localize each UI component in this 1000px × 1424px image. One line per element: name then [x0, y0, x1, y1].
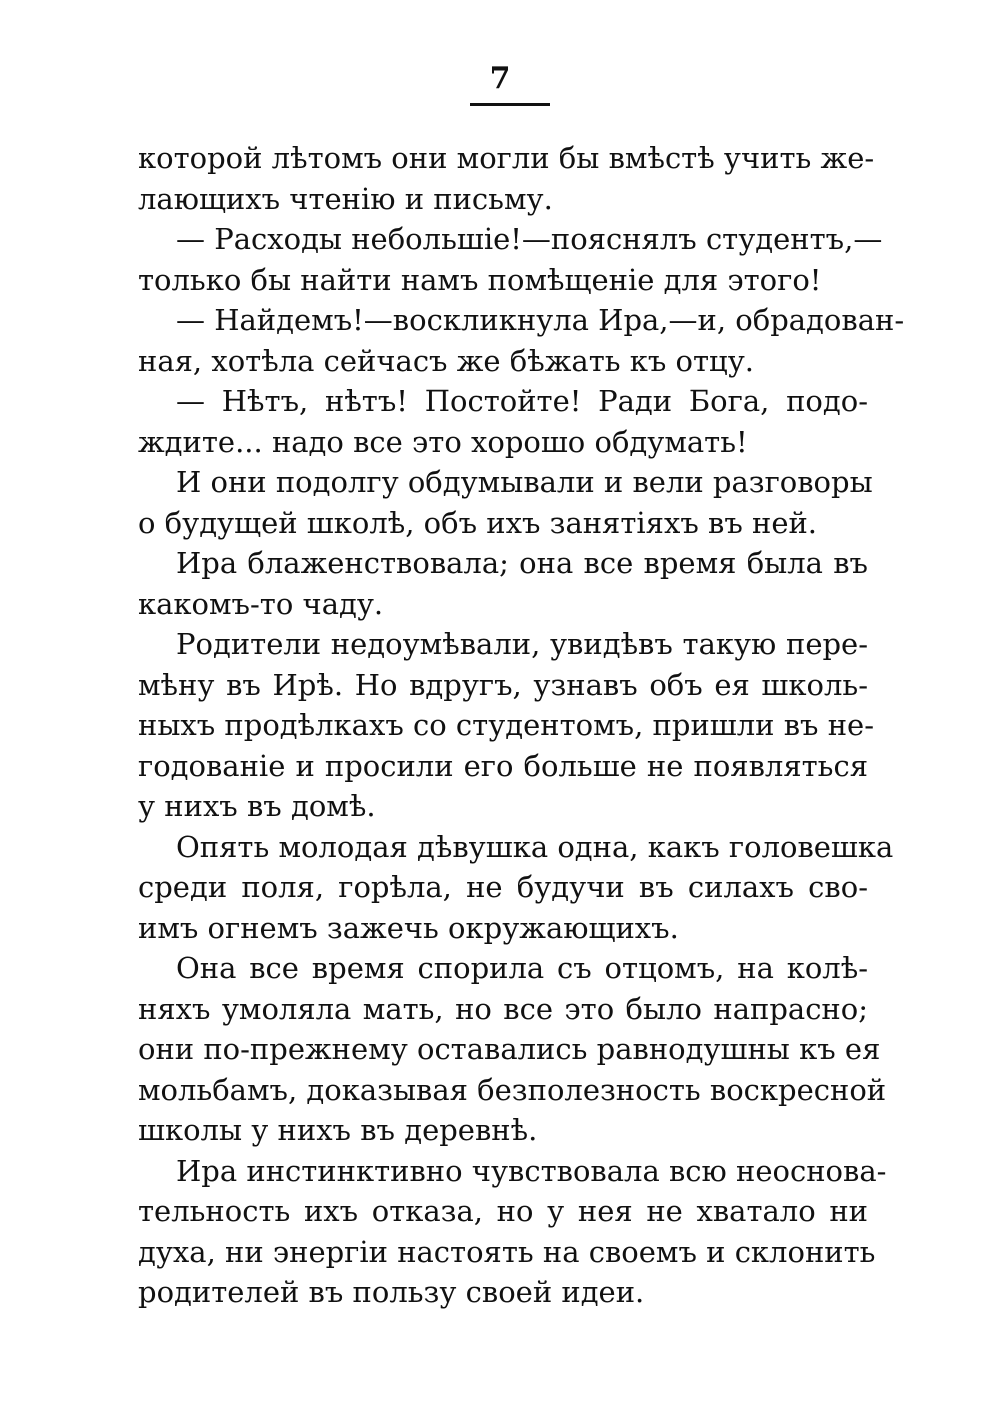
text-line: няхъ умоляла мать, но все это было напрасно;	[138, 991, 868, 1026]
text-line: тельность ихъ отказа, но у нея не хватало ни	[138, 1194, 868, 1228]
text-line: Опять молодая дѣвушка одна, какъ головешка	[176, 829, 894, 864]
text-line: И они подолгу обдумывали и вели разговоры	[176, 465, 873, 499]
text-line: мольбамъ, доказывая безполезность воскресной	[138, 1072, 887, 1107]
text-line: ждите... надо все это хорошо обдумать!	[138, 424, 748, 459]
page-number: 7	[489, 61, 511, 96]
text-line: родителей въ пользу своей идеи.	[138, 1275, 645, 1309]
text-line: ная, хотѣла сейчасъ же бѣжать къ отцу.	[138, 343, 754, 378]
text-line: у нихъ въ домѣ.	[138, 789, 376, 823]
text-line: они по-прежнему оставались равнодушны къ ея	[138, 1032, 881, 1066]
text-line: какомъ-то чаду.	[138, 586, 384, 621]
text-line: имъ огнемъ зажечь окружающихъ.	[138, 910, 679, 945]
text-line: Ира блаженствовала; она все время была въ	[176, 546, 868, 580]
text-line: только бы найти намъ помѣщеніе для этого!	[138, 262, 822, 297]
text-line: ныхъ продѣлкахъ со студентомъ, пришли въ не-	[138, 708, 874, 742]
text-line: Ира инстинктивно чувствовала всю неоснова-	[176, 1153, 887, 1188]
text-line: которой лѣтомъ они могли бы вмѣстѣ учить же-	[138, 141, 875, 175]
text-line: духа, ни энергіи настоять на своемъ и склонить	[138, 1234, 876, 1269]
text-line: мѣну въ Ирѣ. Но вдругъ, узнавъ объ ея школь-	[138, 667, 868, 702]
text-line: Родители недоумѣвали, увидѣвъ такую пере-	[176, 627, 868, 661]
text-line: годованіе и просили его больше не появляться	[138, 748, 868, 783]
text-line: Она все время спорила съ отцомъ, на колѣ-	[176, 951, 868, 985]
text-line: — Нѣтъ, нѣтъ! Постойте! Ради Бога, подо-	[176, 384, 868, 418]
text-line: школы у нихъ въ деревнѣ.	[138, 1113, 538, 1147]
page-number-rule	[470, 103, 550, 106]
text-line: среди поля, горѣла, не будучи въ силахъ сво-	[138, 870, 868, 904]
body-text	[138, 138, 905, 1313]
text-line: о будущей школѣ, объ ихъ занятіяхъ въ ней.	[138, 505, 818, 540]
text-line: лающихъ чтенію и письму.	[138, 181, 553, 216]
text-line: — Расходы небольшіе!—пояснялъ студентъ,—	[176, 222, 883, 256]
text-line: — Найдемъ!—воскликнула Ира,—и, обрадован-	[176, 303, 905, 337]
